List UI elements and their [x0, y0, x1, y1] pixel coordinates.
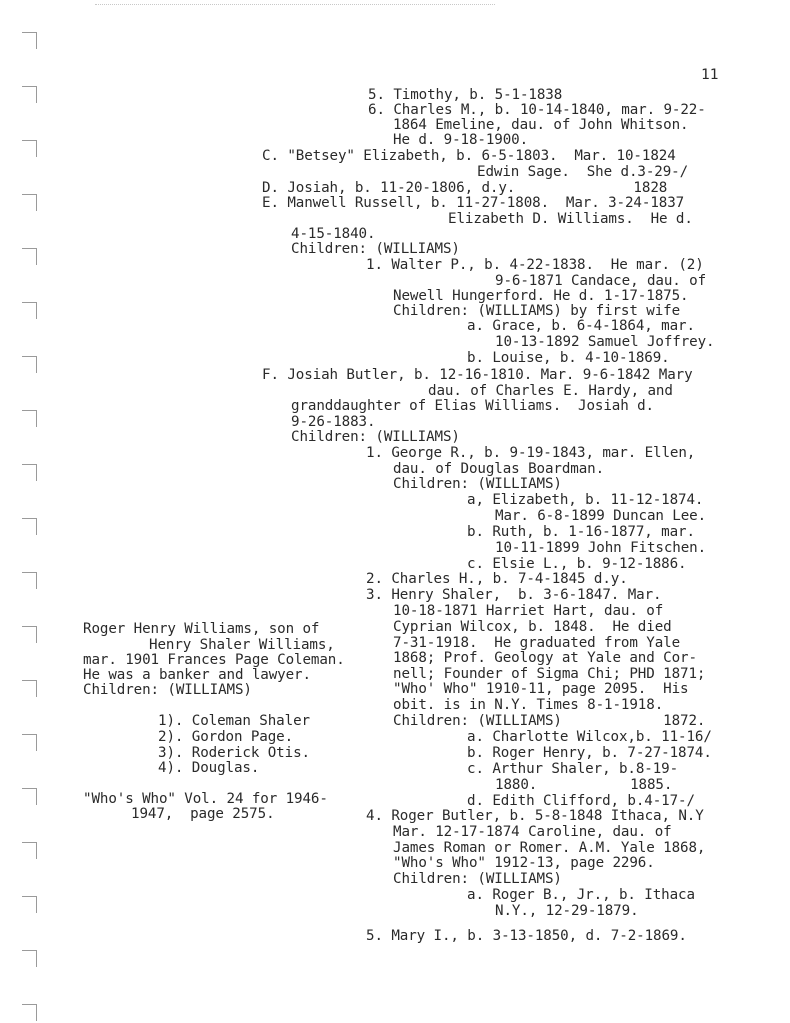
text-line: Cyprian Wilcox, b. 1848. He died [393, 619, 672, 635]
text-line: N.Y., 12-29-1879. [495, 903, 639, 919]
side-note-line: Roger Henry Williams, son of [83, 621, 320, 637]
text-line: Edwin Sage. She d.3-29-/ [477, 164, 689, 180]
text-line: 10-18-1871 Harriet Hart, dau. of [393, 603, 664, 619]
text-line: James Roman or Romer. A.M. Yale 1868, [393, 840, 706, 856]
margin-tick [22, 194, 37, 211]
side-note-line: 2). Gordon Page. [158, 729, 294, 745]
text-line: Newell Hungerford. He d. 1-17-1875. [393, 288, 689, 304]
text-line: 1868; Prof. Geology at Yale and Cor- [393, 650, 697, 666]
text-line: "Who' Who" 1910-11, page 2095. His [393, 681, 689, 697]
text-line: a, Elizabeth, b. 11-12-1874. [467, 492, 704, 508]
text-line: Elizabeth D. Williams. He d. [448, 211, 693, 227]
text-line: 9-26-1883. [291, 414, 376, 430]
margin-tick [22, 140, 37, 157]
text-line: c. Arthur Shaler, b.8-19- [467, 761, 679, 777]
text-line: granddaughter of Elias Williams. Josiah d. [291, 398, 654, 414]
text-line: Children: (WILLIAMS) [291, 241, 460, 257]
text-line: Mar. 6-8-1899 Duncan Lee. [495, 508, 707, 524]
text-line: 10-13-1892 Samuel Joffrey. [495, 334, 715, 350]
margin-tick [22, 356, 37, 373]
margin-tick [22, 518, 37, 535]
text-line: 1. Walter P., b. 4-22-1838. He mar. (2) [366, 257, 704, 273]
text-line: 6. Charles M., b. 10-14-1840, mar. 9-22- [368, 102, 706, 118]
text-line: "Who's Who" 1912-13, page 2296. [393, 855, 655, 871]
text-line: obit. is in N.Y. Times 8-1-1918. [393, 697, 664, 713]
margin-tick [22, 572, 37, 589]
margin-tick [22, 626, 37, 643]
side-note-line: He was a banker and lawyer. [83, 667, 311, 683]
text-line: 1. George R., b. 9-19-1843, mar. Ellen, [366, 445, 696, 461]
text-line: Children: (WILLIAMS) by first wife [393, 303, 681, 319]
margin-tick [22, 734, 37, 751]
text-line: 9-6-1871 Candace, dau. of [495, 273, 707, 289]
side-note-line: Children: (WILLIAMS) [83, 682, 252, 698]
text-line: Mar. 12-17-1874 Caroline, dau. of [393, 824, 672, 840]
text-line: Children: (WILLIAMS) [393, 871, 562, 887]
text-line: 7-31-1918. He graduated from Yale [393, 635, 681, 651]
text-line: c. Elsie L., b. 9-12-1886. [467, 556, 687, 572]
text-line: Children: (WILLIAMS) [291, 429, 460, 445]
text-line: 10-11-1899 John Fitschen. [495, 540, 707, 556]
margin-tick [22, 896, 37, 913]
side-note-line: "Who's Who" Vol. 24 for 1946- [83, 791, 328, 807]
binder-margin-marks [0, 0, 40, 1023]
margin-tick [22, 32, 37, 49]
margin-tick [22, 842, 37, 859]
text-line: D. Josiah, b. 11-20-1806, d.y. 1828 [262, 180, 668, 196]
scan-edge-mark [95, 4, 495, 7]
text-line: a. Grace, b. 6-4-1864, mar. [467, 318, 695, 334]
text-line: dau. of Douglas Boardman. [393, 461, 605, 477]
text-line: d. Edith Clifford, b.4-17-/ [467, 793, 695, 809]
text-line: dau. of Charles E. Hardy, and [428, 383, 673, 399]
side-note-line: 3). Roderick Otis. [158, 745, 310, 761]
text-line: a. Roger B., Jr., b. Ithaca [467, 887, 695, 903]
text-line: C. "Betsey" Elizabeth, b. 6-5-1803. Mar. 10-1824 [262, 148, 676, 164]
margin-tick [22, 1004, 37, 1021]
text-line: 1880. 1885. [495, 777, 673, 793]
text-line: a. Charlotte Wilcox,b. 11-16/ [467, 729, 712, 745]
text-line: E. Manwell Russell, b. 11-27-1808. Mar. 3-24-1837 [262, 195, 685, 211]
margin-tick [22, 410, 37, 427]
margin-tick [22, 248, 37, 265]
text-line: 5. Mary I., b. 3-13-1850, d. 7-2-1869. [366, 928, 687, 944]
text-line: nell; Founder of Sigma Chi; PHD 1871; [393, 666, 706, 682]
side-note-line: 4). Douglas. [158, 760, 260, 776]
side-note-line: 1). Coleman Shaler [158, 713, 310, 729]
margin-tick [22, 788, 37, 805]
side-note-line: 1947, page 2575. [131, 806, 275, 822]
text-line: 4-15-1840. [291, 226, 376, 242]
text-line: b. Louise, b. 4-10-1869. [467, 350, 670, 366]
text-line: Children: (WILLIAMS) [393, 476, 562, 492]
margin-tick [22, 950, 37, 967]
margin-tick [22, 680, 37, 697]
text-line: 1864 Emeline, dau. of John Whitson. [393, 117, 689, 133]
text-line: 5. Timothy, b. 5-1-1838 [368, 87, 563, 103]
text-line: b. Roger Henry, b. 7-27-1874. [467, 745, 712, 761]
text-line: He d. 9-18-1900. [393, 132, 529, 148]
text-line: F. Josiah Butler, b. 12-16-1810. Mar. 9-6-1842 Mary [262, 367, 693, 383]
text-line: 4. Roger Butler, b. 5-8-1848 Ithaca, N.Y [366, 808, 704, 824]
side-note-line: Henry Shaler Williams, [149, 637, 335, 653]
page-number: 11 [701, 67, 719, 83]
margin-tick [22, 464, 37, 481]
text-line: 3. Henry Shaler, b. 3-6-1847. Mar. [366, 587, 662, 603]
margin-tick [22, 86, 37, 103]
text-line: 2. Charles H., b. 7-4-1845 d.y. [366, 571, 628, 587]
text-line: b. Ruth, b. 1-16-1877, mar. [467, 524, 695, 540]
side-note-line: mar. 1901 Frances Page Coleman. [83, 652, 345, 668]
text-line: Children: (WILLIAMS) 1872. [393, 713, 706, 729]
margin-tick [22, 302, 37, 319]
